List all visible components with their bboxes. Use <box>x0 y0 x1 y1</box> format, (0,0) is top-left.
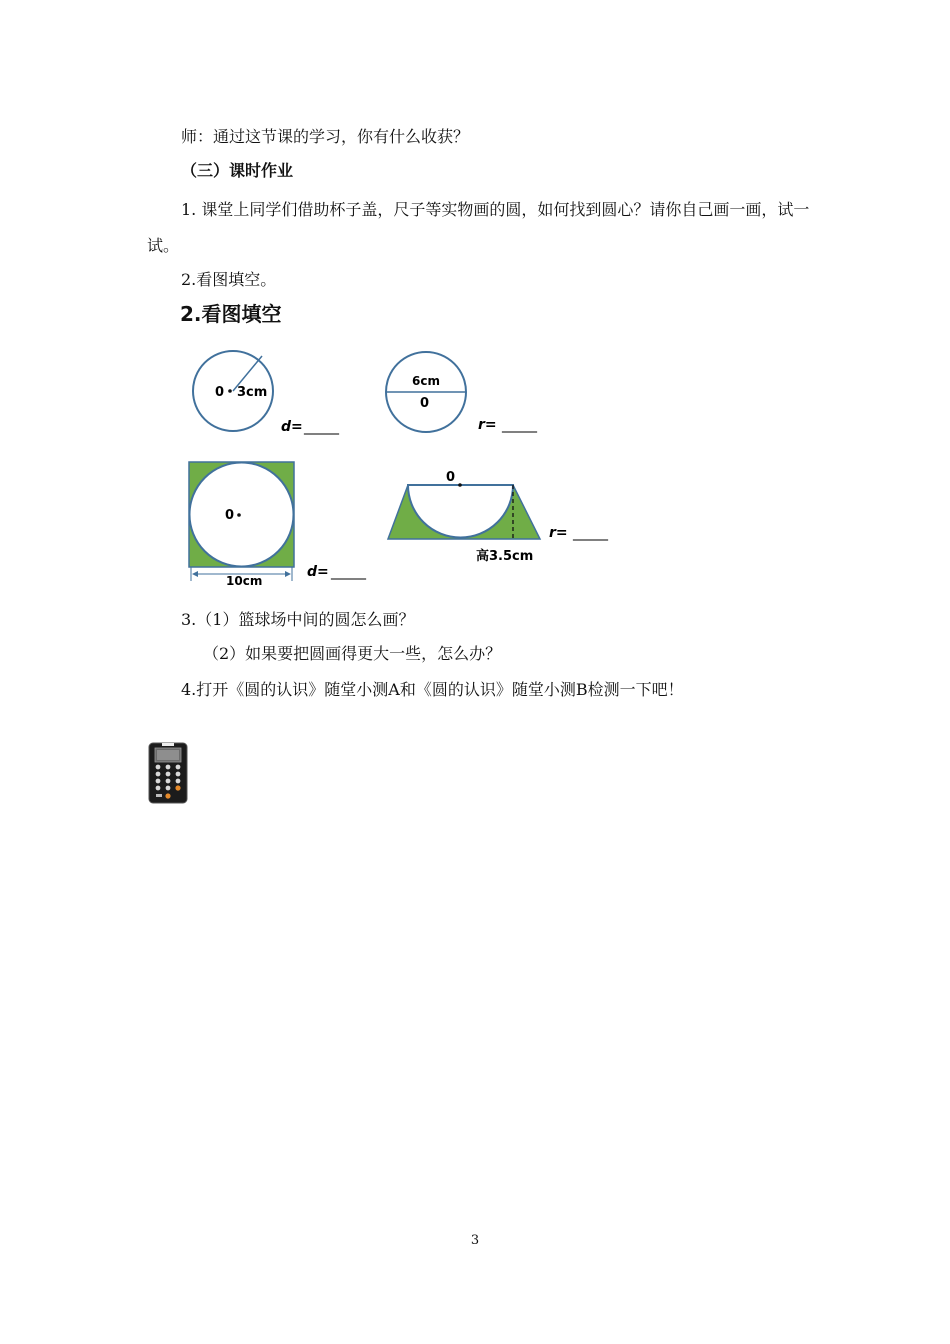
fig1-center-label: 0 <box>215 385 225 400</box>
fig2-blank: _____ <box>502 417 537 433</box>
figure-title: 2.看图填空 <box>180 302 282 326</box>
fig1-answer-var: d= <box>281 419 303 435</box>
circle-radius-figure <box>193 351 340 435</box>
homework-item-3-sub2: （2）如果要把圆画得更大一些，怎么办？ <box>203 644 502 663</box>
fig2-answer-var: r= <box>478 417 497 433</box>
section-heading-homework: （三）课时作业 <box>181 161 294 180</box>
fig1-radius-label: 3cm <box>237 385 268 400</box>
fig3-center-label: 0 <box>225 508 235 523</box>
fig2-center-label: 0 <box>420 396 430 411</box>
homework-item-1: 1. 课堂上同学们借助杯子盖，尺子等实物画的圆，如何找到圆心？请你自己画一画，试一试。 <box>147 200 810 255</box>
fig2-diameter-label: 6cm <box>412 374 440 388</box>
fill-in-figures <box>0 335 950 635</box>
fig3-width-label: 10cm <box>226 574 263 588</box>
homework-item-2: 2.看图填空。 <box>181 270 277 289</box>
circle-diameter-figure <box>386 352 538 433</box>
fig4-height-label: 高3.5cm <box>476 549 534 564</box>
fig4-center-label: 0 <box>446 470 456 485</box>
fig4-blank: _____ <box>573 525 608 541</box>
fig3-answer-var: d= <box>307 564 329 580</box>
square-circle-figure <box>189 462 367 588</box>
homework-item-4: 4.打开《圆的认识》随堂小测A和《圆的认识》随堂小测B检测一下吧！ <box>181 680 684 699</box>
homework-item-3: 3.（1）篮球场中间的圆怎么画？ <box>181 610 415 629</box>
fig3-blank: _____ <box>331 564 366 580</box>
clicker-device-icon <box>148 742 188 804</box>
page-number: 3 <box>470 1233 480 1248</box>
fig1-blank: _____ <box>304 419 339 435</box>
trapezoid-semicircle-figure <box>388 470 609 564</box>
teacher-question: 师：通过这节课的学习，你有什么收获？ <box>181 127 470 146</box>
fig4-answer-var: r= <box>549 525 568 541</box>
